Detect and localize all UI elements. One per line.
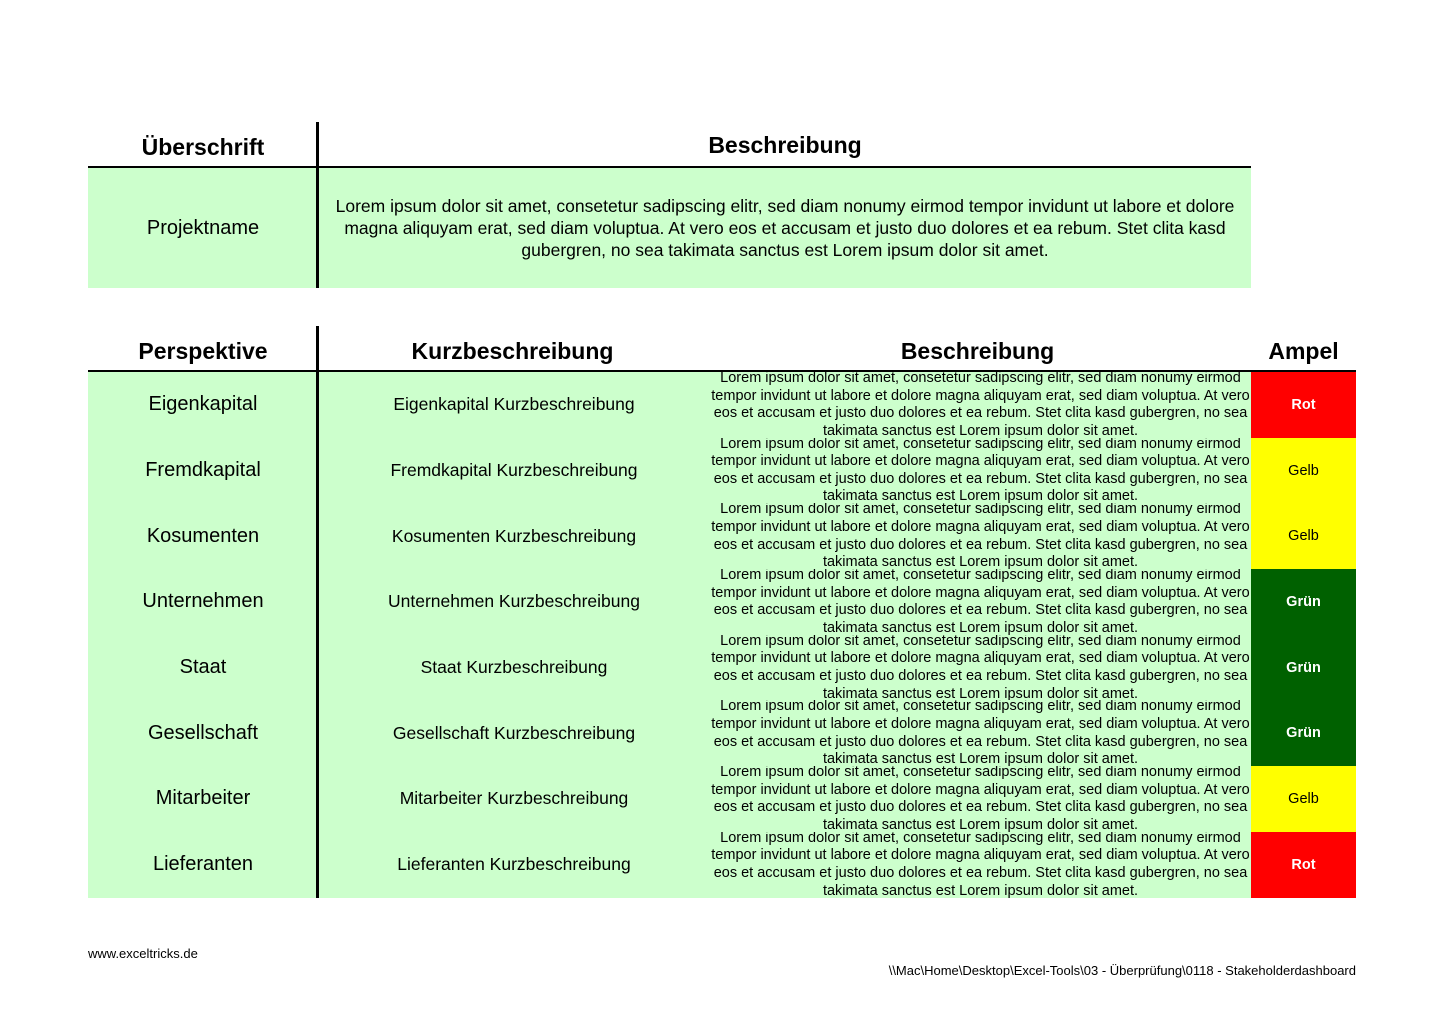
status-badge: Gelb [1251, 503, 1356, 569]
table-row [88, 503, 1356, 569]
status-badge: Gelb [1251, 438, 1356, 504]
description-text: Lorem ipsum dolor sit amet, consetetur sadipscing elitr, sed diam nonumy eirmod tempor invidunt ut labore et dolore magna aliquyam erat, sed diam voluptua. At vero eos et accusam et justo duo dolores et ea rebum. Stet clita kasd gubergren, no sea takimata sanctus est Lorem ipsum dolor sit amet. [711, 503, 1250, 570]
description-cell [710, 569, 1251, 635]
status-badge: Gelb [1251, 766, 1356, 832]
description-text: Lorem ipsum dolor sit amet, consetetur sadipscing elitr, sed diam nonumy eirmod tempor invidunt ut labore et dolore magna aliquyam erat, sed diam voluptua. At vero eos et accusam et justo duo dolores et ea rebum. Stet clita kasd gubergren, no sea takimata sanctus est Lorem ipsum dolor sit amet. [711, 700, 1250, 767]
table-row [88, 832, 1356, 898]
main-column-divider [316, 326, 319, 898]
summary-header-description: Beschreibung [708, 131, 862, 158]
description-cell [710, 832, 1251, 898]
perspective-cell: Lieferanten [88, 832, 318, 898]
status-badge: Grün [1251, 635, 1356, 701]
summary-header-title: Überschrift [141, 133, 265, 160]
table-row [88, 438, 1356, 504]
footer-website: www.exceltricks.de [88, 946, 198, 961]
description-text: Lorem ipsum dolor sit amet, consetetur sadipscing elitr, sed diam nonumy eirmod tempor invidunt ut labore et dolore magna aliquyam erat, sed diam voluptua. At vero eos et accusam et justo duo dolores et ea rebum. Stet clita kasd gubergren, no sea takimata sanctus est Lorem ipsum dolor sit amet. [711, 766, 1250, 832]
header-perspektive: Perspektive [138, 337, 268, 364]
short-description-cell: Kosumenten Kurzbeschreibung [318, 503, 710, 569]
header-ampel: Ampel [1268, 337, 1339, 364]
header-beschreibung: Beschreibung [900, 337, 1055, 364]
perspective-cell: Eigenkapital [88, 372, 318, 438]
short-description-cell: Lieferanten Kurzbeschreibung [318, 832, 710, 898]
perspective-cell: Gesellschaft [88, 700, 318, 766]
description-text: Lorem ipsum dolor sit amet, consetetur sadipscing elitr, sed diam nonumy eirmod tempor invidunt ut labore et dolore magna aliquyam erat, sed diam voluptua. At vero eos et accusam et justo duo dolores et ea rebum. Stet clita kasd gubergren, no sea takimata sanctus est Lorem ipsum dolor sit amet. [711, 569, 1250, 635]
summary-column-divider [316, 122, 319, 288]
description-text: Lorem ipsum dolor sit amet, consetetur sadipscing elitr, sed diam nonumy eirmod tempor invidunt ut labore et dolore magna aliquyam erat, sed diam voluptua. At vero eos et accusam et justo duo dolores et ea rebum. Stet clita kasd gubergren, no sea takimata sanctus est Lorem ipsum dolor sit amet. [711, 634, 1250, 701]
description-text: Lorem ipsum dolor sit amet, consetetur sadipscing elitr, sed diam nonumy eirmod tempor invidunt ut labore et dolore magna aliquyam erat, sed diam voluptua. At vero eos et accusam et justo duo dolores et ea rebum. Stet clita kasd gubergren, no sea takimata sanctus est Lorem ipsum dolor sit amet. [711, 372, 1250, 438]
project-name-cell: Projektname [146, 216, 260, 239]
footer-file-path: \\Mac\Home\Desktop\Excel-Tools\03 - Überprüfung\0118 - Stakeholderdashboard [888, 963, 1356, 978]
description-cell [710, 766, 1251, 832]
table-row [88, 569, 1356, 635]
status-badge: Rot [1251, 832, 1356, 898]
table-row [88, 700, 1356, 766]
short-description-cell: Staat Kurzbeschreibung [318, 635, 710, 701]
description-text: Lorem ipsum dolor sit amet, consetetur sadipscing elitr, sed diam nonumy eirmod tempor invidunt ut labore et dolore magna aliquyam erat, sed diam voluptua. At vero eos et accusam et justo duo dolores et ea rebum. Stet clita kasd gubergren, no sea takimata sanctus est Lorem ipsum dolor sit amet. [711, 437, 1250, 504]
short-description-cell: Fremdkapital Kurzbeschreibung [318, 438, 710, 504]
description-cell [710, 372, 1251, 438]
short-description-cell: Eigenkapital Kurzbeschreibung [318, 372, 710, 438]
description-cell [710, 438, 1251, 504]
status-badge: Rot [1251, 372, 1356, 438]
table-row [88, 635, 1356, 701]
description-text: Lorem ipsum dolor sit amet, consetetur sadipscing elitr, sed diam nonumy eirmod tempor invidunt ut labore et dolore magna aliquyam erat, sed diam voluptua. At vero eos et accusam et justo duo dolores et ea rebum. Stet clita kasd gubergren, no sea takimata sanctus est Lorem ipsum dolor sit amet. [711, 831, 1250, 898]
short-description-cell: Gesellschaft Kurzbeschreibung [318, 700, 710, 766]
short-description-cell: Unternehmen Kurzbeschreibung [318, 569, 710, 635]
stakeholder-table-body [88, 372, 1356, 898]
perspective-cell: Unternehmen [88, 569, 318, 635]
status-badge: Grün [1251, 569, 1356, 635]
perspective-cell: Kosumenten [88, 503, 318, 569]
perspective-cell: Fremdkapital [88, 438, 318, 504]
description-cell [710, 700, 1251, 766]
short-description-cell: Mitarbeiter Kurzbeschreibung [318, 766, 710, 832]
status-badge: Grün [1251, 700, 1356, 766]
header-kurzbeschreibung: Kurzbeschreibung [411, 337, 614, 364]
table-row [88, 372, 1356, 438]
table-row [88, 766, 1356, 832]
project-description-cell: Lorem ipsum dolor sit amet, consetetur sadipscing elitr, sed diam nonumy eirmod tempor invidunt ut labore et dolore magna aliquyam erat, sed diam voluptua. At vero eos et accusam et justo duo dolores et ea rebum. Stet clita kasd gubergren, no sea takimata sanctus est Lorem ipsum dolor sit amet. [335, 196, 1235, 260]
perspective-cell: Staat [88, 635, 318, 701]
description-cell [710, 635, 1251, 701]
perspective-cell: Mitarbeiter [88, 766, 318, 832]
description-cell [710, 503, 1251, 569]
